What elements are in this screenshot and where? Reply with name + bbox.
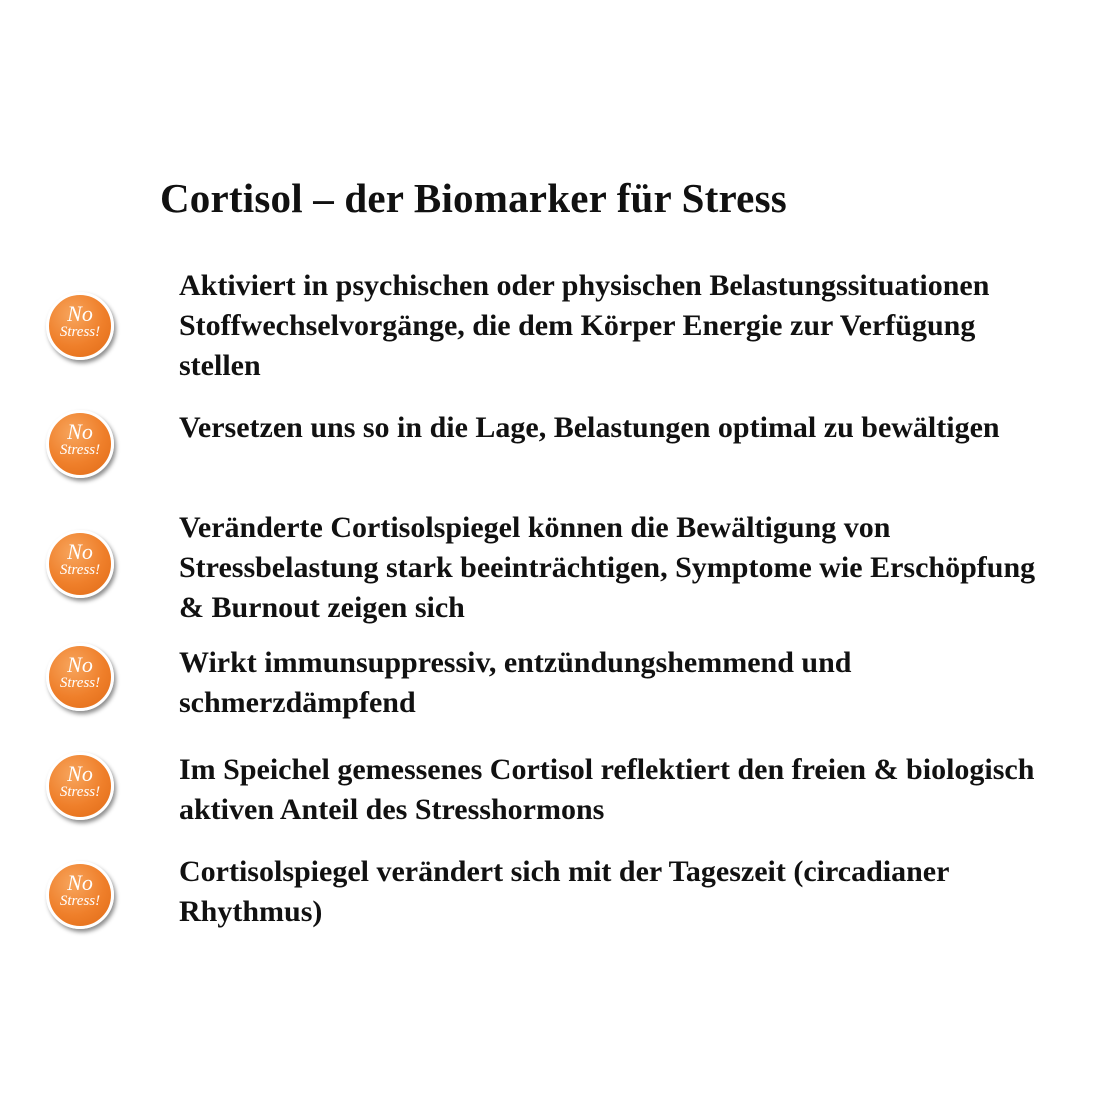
no-stress-badge-icon <box>46 410 114 478</box>
badge-line-1: No <box>67 539 93 564</box>
list-item-text: Veränderte Cortisolspiegel können die Bewältigung von Stressbelastung stark beeinträchtigen, Symptome wie Erschöpfung & Burnout zeigen sich <box>179 511 1036 624</box>
badge-line-2: Stress! <box>59 562 101 578</box>
badge-line-2: Stress! <box>59 442 101 458</box>
no-stress-badge-icon <box>46 530 114 598</box>
badge-line-2: Stress! <box>59 784 101 800</box>
page-title: Cortisol – der Biomarker für Stress <box>160 175 787 221</box>
list-item-text: Cortisolspiegel verändert sich mit der Tageszeit (circadianer Rhythmus) <box>179 855 949 928</box>
badge-line-1: No <box>67 870 93 895</box>
list-item-text: Im Speichel gemessenes Cortisol reflektiert den freien & biologisch aktiven Anteil des Stresshormons <box>179 753 1035 826</box>
badge-line-1: No <box>67 419 93 444</box>
badge-line-1: No <box>67 761 93 786</box>
list-item-text: Wirkt immunsuppressiv, entzündungshemmend und schmerzdämpfend <box>179 646 852 719</box>
no-stress-badge-icon <box>46 643 114 711</box>
badge-line-2: Stress! <box>59 893 101 909</box>
no-stress-badge-icon <box>46 861 114 929</box>
no-stress-badge-icon <box>46 292 114 360</box>
list-item-text: Aktiviert in psychischen oder physischen Belastungssituationen Stoffwechselvorgänge, die dem Körper Energie zur Verfügung stellen <box>179 269 990 382</box>
no-stress-badge-icon <box>46 752 114 820</box>
badge-line-1: No <box>67 301 93 326</box>
badge-line-2: Stress! <box>59 324 101 340</box>
badge-line-1: No <box>67 652 93 677</box>
list-item-text: Versetzen uns so in die Lage, Belastungen optimal zu bewältigen <box>179 411 1000 444</box>
badge-line-2: Stress! <box>59 675 101 691</box>
